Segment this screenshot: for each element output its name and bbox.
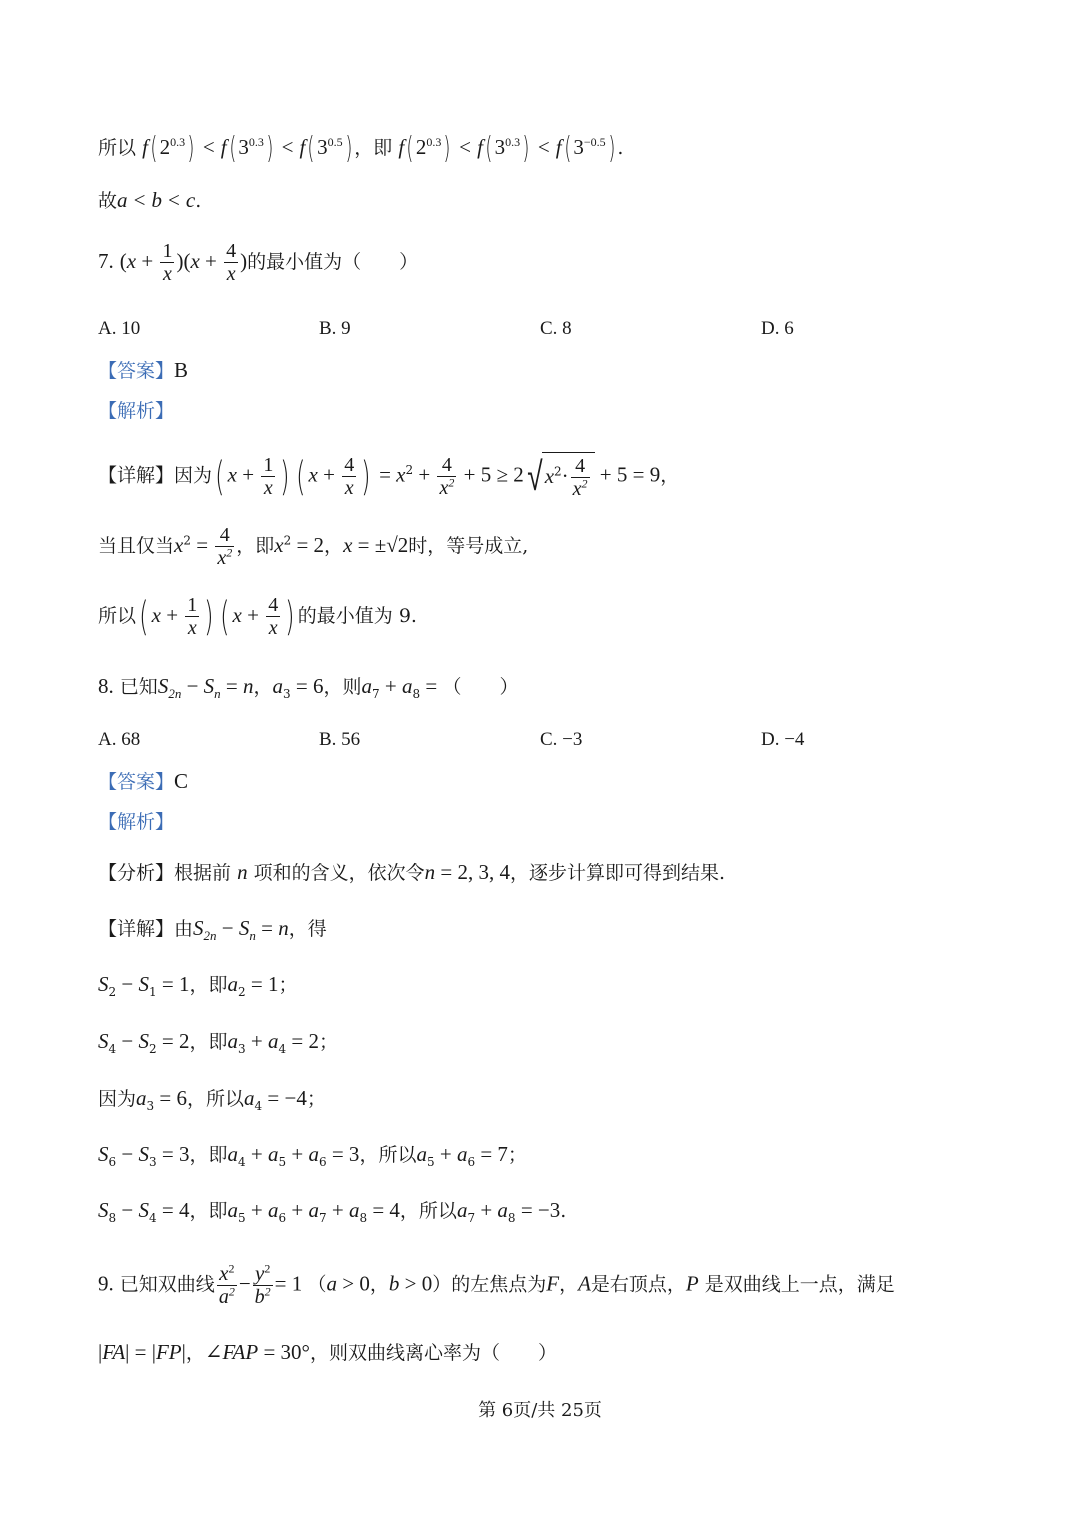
semicolon: ； <box>318 1031 338 1053</box>
text-ze: ，则 <box>323 676 362 698</box>
analysis-label: 【解析】 <box>98 400 175 422</box>
text-zuixiao: 的最小值为 9. <box>297 605 417 627</box>
text-yinwei: 因为 <box>174 464 213 487</box>
option-c: C. −3 <box>540 729 583 750</box>
comma: ， <box>185 1342 205 1364</box>
question-7: 7. (x + $\frac{1}{x}$ )(x + $\frac{4}{x}$ )的最小值为（ ） <box>98 240 419 285</box>
text-suoyi: ，所以 <box>359 1144 417 1166</box>
text-suoyi: ，所以 <box>399 1200 457 1222</box>
text-yizhi: 已知双曲线 <box>119 1273 215 1296</box>
text-ji: ，即 <box>354 137 393 159</box>
text-dengyao: 时，等号成立, <box>408 535 529 557</box>
semicolon: ； <box>306 1088 326 1110</box>
text-youding: 是右顶点， <box>590 1273 686 1296</box>
option-a: A. 10 <box>98 318 141 339</box>
text-suoyi: 所以 <box>98 605 137 627</box>
period: . <box>617 137 624 159</box>
comma: ， <box>369 1273 389 1296</box>
question-number: 8. <box>98 674 114 698</box>
detail-label: 【详解】 <box>98 918 175 940</box>
q8-analysis <box>98 813 174 832</box>
comma: ， <box>324 535 344 557</box>
text-zuojiao: ）的左焦点为 <box>432 1273 547 1296</box>
text-de: ，得 <box>288 918 327 940</box>
comma: ， <box>660 464 680 487</box>
semicolon: ； <box>507 1144 527 1166</box>
period: . <box>560 1200 567 1222</box>
question-9-line-2: |FA| = |FP|，∠FAP = 30°，则双曲线离心率为（ ） <box>98 1340 557 1364</box>
detail-label: 【详解】 <box>98 464 175 487</box>
text-fenxi-2: 项和的含义，依次令 <box>253 862 425 884</box>
fenxi-label: 【分析】 <box>98 862 175 884</box>
option-a: A. 68 <box>98 729 141 750</box>
q7-analysis <box>98 402 174 421</box>
q8-detail: 【详解】由$S_{2n} - S_n = n$，得 <box>98 916 327 943</box>
text-suoyi: ，所以 <box>187 1088 245 1110</box>
text-ji: ，即 <box>189 1200 228 1222</box>
answer-label: 【答案】 <box>98 360 175 382</box>
text-lixin: ，则双曲线离心率为（ ） <box>309 1342 557 1364</box>
text-ji: ，即 <box>236 535 275 557</box>
option-b: B. 56 <box>319 729 361 750</box>
q7-answer <box>98 360 188 381</box>
text-manzu: 是双曲线上一点，满足 <box>704 1273 895 1296</box>
q7-condition: 当且仅当$x^2$ = $\frac{4}{x^2}$ ，即$x^2 = 2$，x = ±√2时，等号成立, <box>98 524 529 569</box>
question-text: 的最小值为（ ） <box>247 251 419 273</box>
answer-value: B <box>174 358 189 382</box>
solution-line-2: 故a < b < c. <box>98 188 202 212</box>
text-ji: ，即 <box>189 974 228 996</box>
page-footer: 第 6页/共 25页 <box>478 1400 602 1421</box>
question-8: 8. 已知$S_{2n} - S_n = n$，$a_3 = 6$，则$a_7 + a_8$ = （ ） <box>98 674 519 701</box>
q8-step-5: $S_8 - S_4 = 4$，即$a_5 + a_6 + a_7 + a_8 = 4$，所以$a_7 + a_8 = -3$. <box>98 1198 567 1225</box>
question-9: 9. 已知双曲线 $\frac{x^2}{a^2}$ − $\frac{y^2}{b^2}$ = 1 （a > 0，b > 0）的左焦点为F，A是右顶点，P 是双曲线上一点，满足 <box>98 1261 895 1309</box>
q8-fenxi: 【分析】根据前 n 项和的含义，依次令n = 2, 3, 4，逐步计算即可得到结果. <box>98 860 726 884</box>
semicolon: ； <box>278 974 298 996</box>
answer-value: C <box>174 769 189 793</box>
period: . <box>195 190 202 212</box>
answer-label: 【答案】 <box>98 771 175 793</box>
text-suoyi: 所以 <box>98 137 137 159</box>
text-gu: 故 <box>98 190 118 212</box>
paren-open: （ <box>307 1273 327 1296</box>
analysis-label: 【解析】 <box>98 811 175 833</box>
text-ji: ，即 <box>189 1144 228 1166</box>
q8-step-4: $S_6 - S_3 = 3$，即$a_4 + a_5 + a_6 = 3$，所以$a_5 + a_6 = 7$； <box>98 1142 527 1169</box>
text-you: 由 <box>174 918 194 940</box>
text-fenxi-1: 根据前 <box>174 862 232 884</box>
option-b: B. 9 <box>319 318 351 339</box>
q7-detail: 【详解】因为( x + $\frac{1}{x}$ ) ( x + $\frac{4}{x}$ ) = $x^2$ + $\frac{4}{x^2}$ + 5 ≥ 2√ $x^2\cdot$ $\frac{4}{x^2}$ + 5 = 9， <box>98 453 680 500</box>
text-dangqie: 当且仅当 <box>98 535 175 557</box>
text-fenxi-3: ，逐步计算即可得到结果. <box>509 862 726 884</box>
q8-step-1: $S_2 - S_1 = 1$，即$a_2 = 1$； <box>98 972 298 999</box>
text-ji: ，即 <box>189 1031 228 1053</box>
text-yizhi: 已知 <box>119 676 158 698</box>
q8-step-3: 因为$a_3 = 6$，所以$a_4 = -4$； <box>98 1086 326 1113</box>
option-d: D. −4 <box>761 729 805 750</box>
q8-step-2: $S_4 - S_2 = 2$，即$a_3 + a_4 = 2$； <box>98 1029 338 1056</box>
text-yinwei: 因为 <box>98 1088 137 1110</box>
question-number: 7. <box>98 249 114 273</box>
question-number: 9. <box>98 1271 114 1296</box>
comma: ， <box>559 1273 579 1296</box>
q7-conclusion: 所以( x + $\frac{1}{x}$ ) ( x + $\frac{4}{x}$ ) 的最小值为 9. <box>98 594 417 640</box>
comma: ， <box>253 676 273 698</box>
option-c: C. 8 <box>540 318 572 339</box>
solution-line-1: 所以 f( $2^{0.3}) < f$( $3^{0.3}) < f$( $3^{0.5}$) ，即 f( $2^{0.3}) < f$( $3^{0.3}) < f$( $3^{-0.5}$) . <box>98 131 624 166</box>
blank-parens: （ ） <box>442 676 519 698</box>
q8-answer <box>98 771 188 792</box>
option-d: D. 6 <box>761 318 794 339</box>
